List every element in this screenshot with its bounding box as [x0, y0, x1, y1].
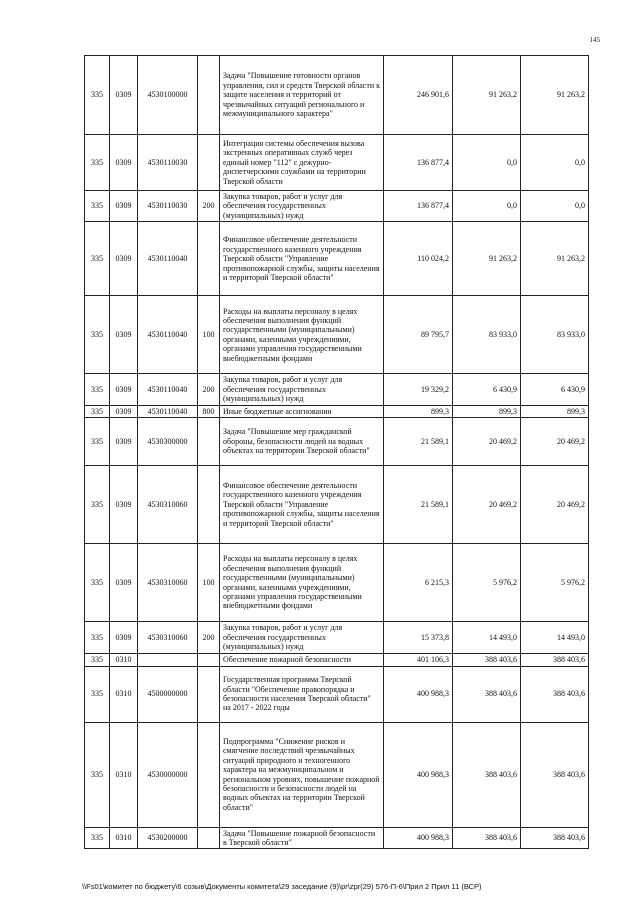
- cell-target-article: 4530110040: [138, 296, 198, 374]
- cell-amount-2020: 89 795,7: [384, 296, 453, 374]
- table-row: [85, 191, 589, 222]
- table-row: [85, 544, 589, 622]
- table-row: [85, 466, 589, 544]
- cell-amount-2021: 91 263,2: [453, 222, 521, 296]
- cell-amount-2022: 388 403,6: [521, 666, 589, 722]
- cell-expense-type: [198, 722, 220, 827]
- page-number: 145: [589, 36, 600, 44]
- cell-item-name: Закупка товаров, работ и услуг для обеспечения государственных (муниципальных) нужд: [220, 191, 384, 222]
- cell-target-article: 4530110030: [138, 191, 198, 222]
- cell-amount-2020: 400 988,3: [384, 722, 453, 827]
- cell-amount-2020: 400 988,3: [384, 827, 453, 849]
- cell-amount-2022: 6 430,9: [521, 374, 589, 405]
- cell-amount-2020: 15 373,8: [384, 622, 453, 654]
- cell-section-code: 0310: [110, 827, 138, 849]
- cell-amount-2022: 91 263,2: [521, 56, 589, 135]
- cell-amount-2022: 388 403,6: [521, 827, 589, 849]
- cell-amount-2021: 20 469,2: [453, 466, 521, 544]
- cell-section-code: 0309: [110, 135, 138, 191]
- cell-expense-type: [198, 135, 220, 191]
- cell-expense-type: [198, 222, 220, 296]
- cell-amount-2020: 136 877,4: [384, 191, 453, 222]
- cell-item-name: Расходы на выплаты персоналу в целях обеспечения выполнения функций государственными (муниципальными) органами, казенными учреждениями, органами управления государственными внебюджетными фондами: [220, 544, 384, 622]
- cell-section-code: 0310: [110, 654, 138, 666]
- cell-amount-2021: 83 933,0: [453, 296, 521, 374]
- cell-expense-type: [198, 654, 220, 666]
- cell-target-article: 4530110030: [138, 135, 198, 191]
- cell-target-article: 4530110040: [138, 405, 198, 417]
- cell-amount-2020: 21 589,1: [384, 466, 453, 544]
- cell-item-name: Финансовое обеспечение деятельности государственного казенного учреждения Тверской области "Управление противопожарной службы, защиты населения и территорий Тверской области": [220, 222, 384, 296]
- cell-amount-2021: 388 403,6: [453, 827, 521, 849]
- cell-amount-2021: 14 493,0: [453, 622, 521, 654]
- cell-expense-type: [198, 56, 220, 135]
- cell-target-article: 4530200000: [138, 827, 198, 849]
- cell-section-code: 0310: [110, 722, 138, 827]
- cell-amount-2021: 388 403,6: [453, 722, 521, 827]
- cell-admin-code: 335: [85, 654, 110, 666]
- cell-item-name: Интеграция системы обеспечения вызова экстренных оперативных служб через единый номер "112" с дежурно-диспетчерскими службами на территории Тверской области: [220, 135, 384, 191]
- cell-expense-type: 100: [198, 296, 220, 374]
- table-row: [85, 418, 589, 466]
- cell-amount-2021: 388 403,6: [453, 654, 521, 666]
- cell-amount-2021: 0,0: [453, 191, 521, 222]
- cell-expense-type: 200: [198, 374, 220, 405]
- cell-admin-code: 335: [85, 722, 110, 827]
- cell-admin-code: 335: [85, 827, 110, 849]
- cell-section-code: 0309: [110, 374, 138, 405]
- cell-amount-2021: 5 976,2: [453, 544, 521, 622]
- cell-admin-code: 335: [85, 622, 110, 654]
- cell-admin-code: 335: [85, 374, 110, 405]
- cell-target-article: 4530310060: [138, 622, 198, 654]
- cell-section-code: 0310: [110, 666, 138, 722]
- cell-amount-2022: 91 263,2: [521, 222, 589, 296]
- cell-section-code: 0309: [110, 56, 138, 135]
- table-row: [85, 222, 589, 296]
- cell-admin-code: 335: [85, 405, 110, 417]
- cell-expense-type: [198, 827, 220, 849]
- cell-target-article: 4500000000: [138, 666, 198, 722]
- table-row: [85, 135, 589, 191]
- cell-amount-2021: 388 403,6: [453, 666, 521, 722]
- cell-expense-type: [198, 666, 220, 722]
- cell-amount-2022: 14 493,0: [521, 622, 589, 654]
- cell-item-name: Задача "Повышение пожарной безопасности в Тверской области": [220, 827, 384, 849]
- cell-amount-2020: 6 215,3: [384, 544, 453, 622]
- cell-amount-2022: 388 403,6: [521, 722, 589, 827]
- cell-target-article: 4530110040: [138, 222, 198, 296]
- cell-item-name: Закупка товаров, работ и услуг для обеспечения государственных (муниципальных) нужд: [220, 374, 384, 405]
- cell-target-article: [138, 654, 198, 666]
- cell-item-name: Задача "Повышение готовности органов управления, сил и средств Тверской области к защите населения и территорий от чрезвычайных ситуаций регионального и межмуниципального характера": [220, 56, 384, 135]
- cell-amount-2022: 388 403,6: [521, 654, 589, 666]
- cell-amount-2020: 136 877,4: [384, 135, 453, 191]
- cell-amount-2020: 19 329,2: [384, 374, 453, 405]
- cell-amount-2022: 0,0: [521, 135, 589, 191]
- cell-amount-2020: 21 589,1: [384, 418, 453, 466]
- cell-admin-code: 335: [85, 135, 110, 191]
- cell-expense-type: 200: [198, 622, 220, 654]
- cell-target-article: 4530300000: [138, 418, 198, 466]
- cell-target-article: 4530100000: [138, 56, 198, 135]
- cell-amount-2020: 400 988,3: [384, 666, 453, 722]
- cell-target-article: 4530110040: [138, 374, 198, 405]
- table-row: [85, 374, 589, 405]
- cell-section-code: 0309: [110, 191, 138, 222]
- cell-admin-code: 335: [85, 56, 110, 135]
- cell-section-code: 0309: [110, 405, 138, 417]
- cell-amount-2022: 20 469,2: [521, 466, 589, 544]
- cell-section-code: 0309: [110, 296, 138, 374]
- cell-item-name: Обеспечение пожарной безопасности: [220, 654, 384, 666]
- cell-admin-code: 335: [85, 544, 110, 622]
- cell-amount-2020: 246 901,6: [384, 56, 453, 135]
- cell-admin-code: 335: [85, 191, 110, 222]
- cell-expense-type: [198, 418, 220, 466]
- cell-target-article: 4530310060: [138, 544, 198, 622]
- table-row: [85, 827, 589, 849]
- cell-item-name: Закупка товаров, работ и услуг для обеспечения государственных (муниципальных) нужд: [220, 622, 384, 654]
- footer-file-path: \\Fs01\комитет по бюджету\6 созыв\Документы комитета\29 заседание (9)\pr\zpr(29) 576-П-6\Прил 2 Прил 11 (ВСР): [82, 882, 482, 891]
- cell-admin-code: 335: [85, 222, 110, 296]
- cell-section-code: 0309: [110, 622, 138, 654]
- cell-admin-code: 335: [85, 466, 110, 544]
- table-row: [85, 654, 589, 666]
- cell-expense-type: 100: [198, 544, 220, 622]
- cell-amount-2020: 899,3: [384, 405, 453, 417]
- cell-amount-2021: 899,3: [453, 405, 521, 417]
- cell-item-name: Задача "Повышение мер гражданской обороны, безопасности людей на водных объектах на территории Тверской области": [220, 418, 384, 466]
- cell-amount-2022: 20 469,2: [521, 418, 589, 466]
- cell-amount-2020: 401 106,3: [384, 654, 453, 666]
- cell-expense-type: 800: [198, 405, 220, 417]
- cell-amount-2022: 5 976,2: [521, 544, 589, 622]
- cell-section-code: 0309: [110, 222, 138, 296]
- cell-item-name: Иные бюджетные ассигнования: [220, 405, 384, 417]
- table-row: [85, 722, 589, 827]
- cell-expense-type: 200: [198, 191, 220, 222]
- cell-section-code: 0309: [110, 544, 138, 622]
- cell-amount-2022: 0,0: [521, 191, 589, 222]
- cell-target-article: 4530310060: [138, 466, 198, 544]
- cell-target-article: 4530000000: [138, 722, 198, 827]
- cell-item-name: Расходы на выплаты персоналу в целях обеспечения выполнения функций государственными (муниципальными) органами, казенными учреждениями, органами управления государственными внебюджетными фондами: [220, 296, 384, 374]
- cell-amount-2022: 899,3: [521, 405, 589, 417]
- table-row: [85, 622, 589, 654]
- cell-section-code: 0309: [110, 418, 138, 466]
- cell-amount-2021: 20 469,2: [453, 418, 521, 466]
- cell-item-name: Государственная программа Тверской области "Обеспечение правопорядка и безопасности населения Тверской области" на 2017 - 2022 годы: [220, 666, 384, 722]
- cell-section-code: 0309: [110, 466, 138, 544]
- cell-amount-2022: 83 933,0: [521, 296, 589, 374]
- table-row: [85, 405, 589, 417]
- cell-item-name: Финансовое обеспечение деятельности государственного казенного учреждения Тверской области "Управление противопожарной службы, защиты населения и территорий Тверской области": [220, 466, 384, 544]
- cell-expense-type: [198, 466, 220, 544]
- cell-amount-2021: 0,0: [453, 135, 521, 191]
- table-row: [85, 666, 589, 722]
- budget-table: [84, 55, 589, 849]
- cell-amount-2021: 91 263,2: [453, 56, 521, 135]
- cell-admin-code: 335: [85, 296, 110, 374]
- cell-amount-2020: 110 024,2: [384, 222, 453, 296]
- cell-admin-code: 335: [85, 418, 110, 466]
- cell-amount-2021: 6 430,9: [453, 374, 521, 405]
- table-row: [85, 296, 589, 374]
- table-row: [85, 56, 589, 135]
- cell-admin-code: 335: [85, 666, 110, 722]
- cell-item-name: Подпрограмма "Снижение рисков и смягчение последствий чрезвычайных ситуаций природного и техногенного характера на межмуниципальном и региональном уровнях, повышение пожарной безопасности и безопасности людей на водных объектах на территории Тверской области": [220, 722, 384, 827]
